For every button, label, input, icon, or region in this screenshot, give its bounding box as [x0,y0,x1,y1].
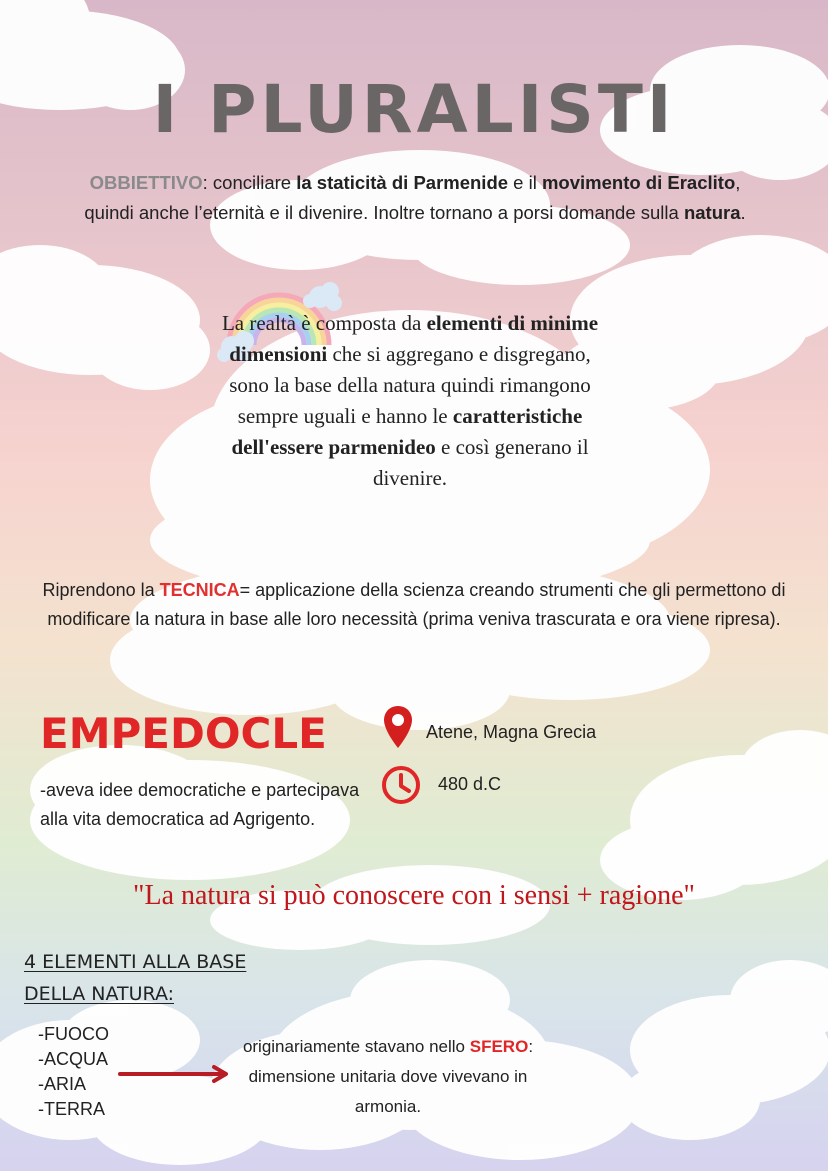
reality-text: e così generano il divenire. [372,435,589,490]
arrow-right-icon [118,1064,234,1084]
elements-heading-line: DELLA NATURA: [24,983,175,1005]
objective-text: , quindi anche l’eternità e il divenire. Inoltre tornano a porsi domande sulla [84,172,741,223]
location-pin-icon [382,704,414,750]
page-title: I PLURALISTI [152,71,676,148]
technique-text: = applicazione della scienza creando strumenti che gli permettono di modificare la natura in base alle loro necessità (prima veniva trascurata e ora viene ripresa). [47,580,786,629]
objective-text: e il [508,172,542,193]
list-item: -TERRA [38,1099,105,1119]
list-item: -ACQUA [38,1049,109,1069]
elements-heading [24,946,246,1010]
sfero-text: : dimensione unitaria dove vivevano in armonia. [248,1037,534,1116]
quote: "La natura si può conoscere con i sensi + ragione" [133,880,695,911]
philosopher-name: EMPEDOCLE [40,709,327,758]
reality-paragraph [220,308,600,494]
objective-bold: natura [683,202,741,223]
technique-text: Riprendono la [42,580,160,600]
objective-text: . [740,202,746,223]
sfero-text: originariamente stavano nello [242,1037,470,1056]
philosopher-description: -aveva idee democratiche e partecipava alla vita democratica ad Agrigento. [40,780,360,829]
reality-text: La realtà è composta da [221,311,427,335]
objective-bold: la staticità di Parmenide [296,172,509,193]
objective-paragraph [70,168,760,228]
reality-bold: elementi di minime dimensioni [229,311,599,366]
objective-bold: movimento di Eraclito [541,172,736,193]
list-item: -FUOCO [38,1024,109,1044]
technique-paragraph [40,576,788,634]
elements-heading-line: 4 ELEMENTI ALLA BASE [24,951,247,973]
sfero-description [228,1032,548,1122]
clock-icon [380,764,422,806]
objective-text: : conciliare [202,172,297,193]
sfero-highlight: SFERO [469,1037,529,1056]
elements-list [38,1022,109,1122]
list-item: -ARIA [38,1074,87,1094]
technique-highlight: TECNICA [159,580,240,600]
objective-label: OBBIETTIVO [89,172,203,193]
reality-text: che si aggregano e disgregano, sono la base della natura quindi rimangono sempre uguali e hanno le [229,342,591,428]
reality-bold: caratteristiche dell'essere parmenideo [231,404,583,459]
philosopher-date: 480 d.C [438,774,502,794]
philosopher-place: Atene, Magna Grecia [426,722,597,742]
